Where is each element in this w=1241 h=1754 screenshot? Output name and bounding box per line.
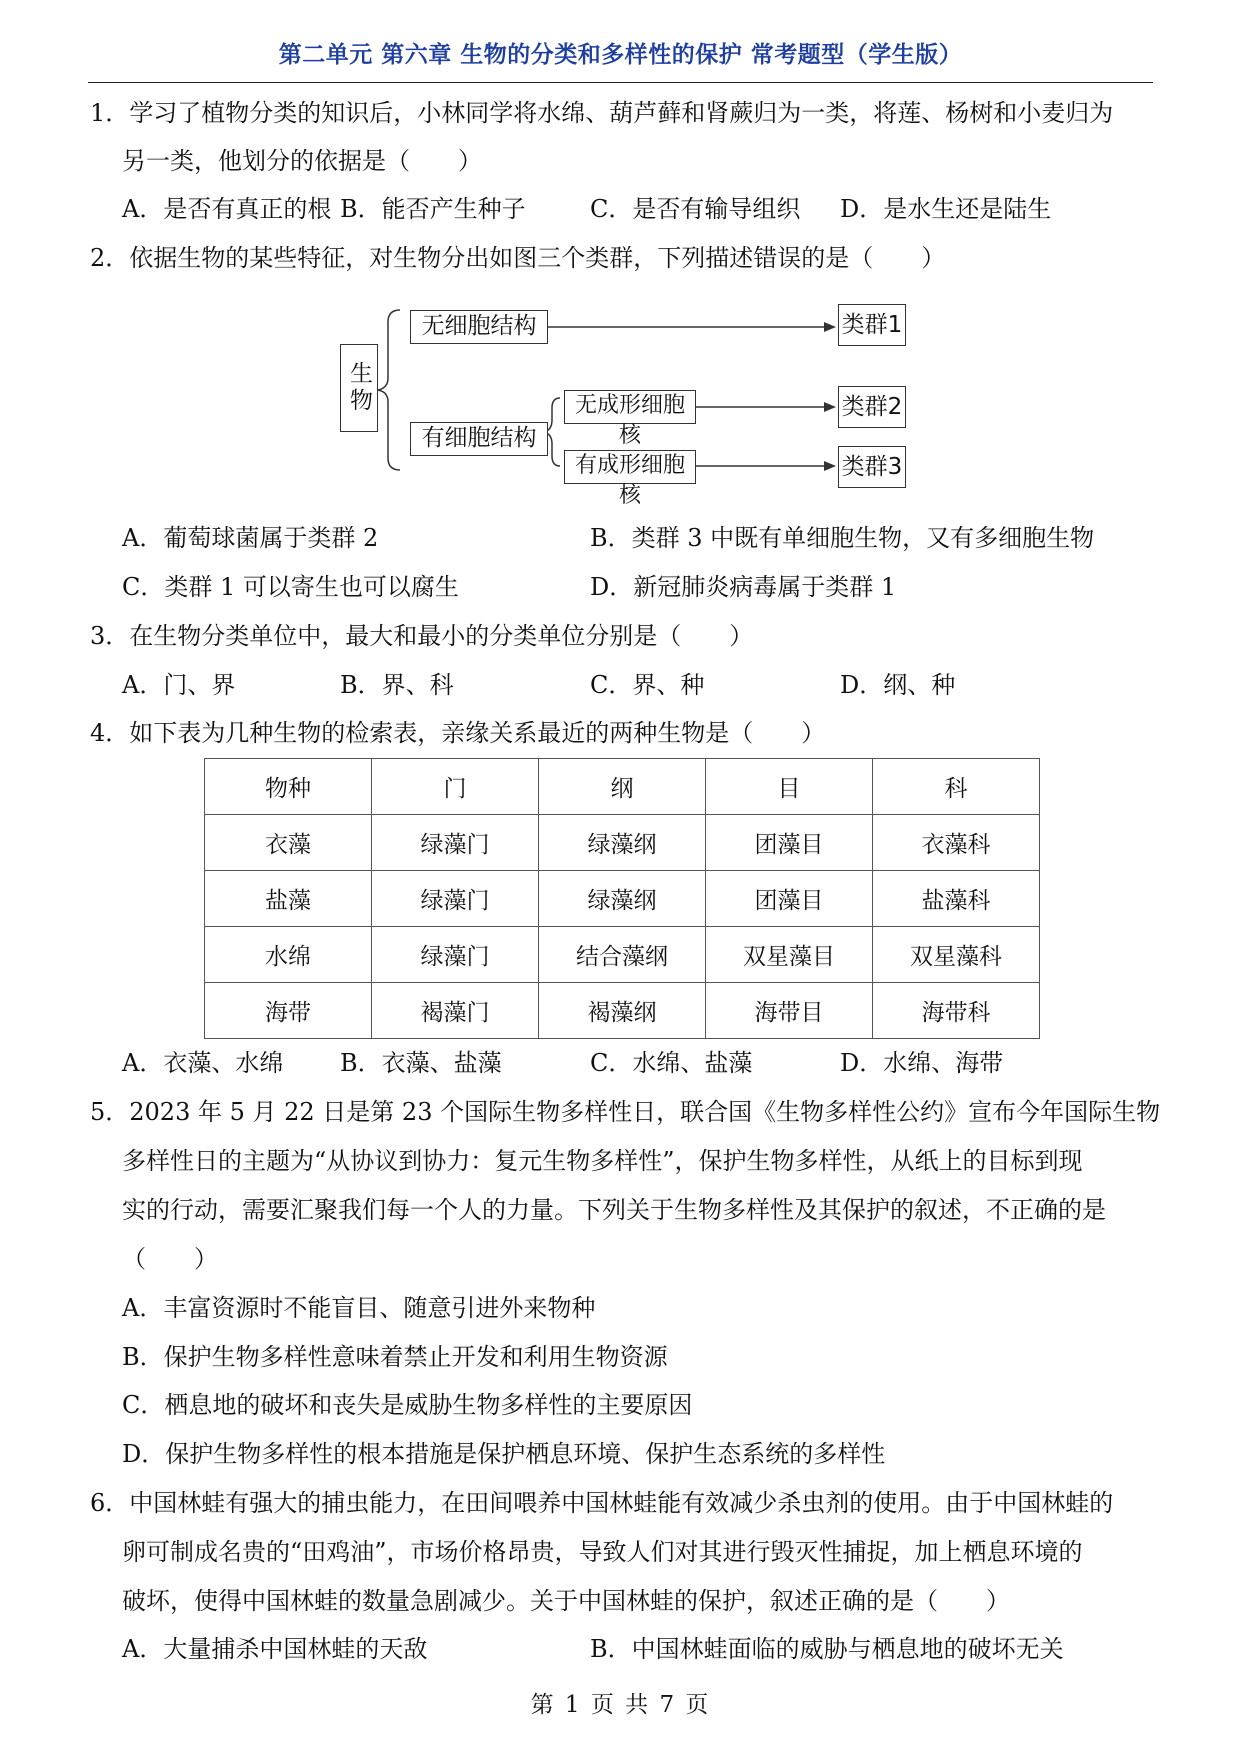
diagram-group-2-box: 类群2 bbox=[838, 386, 906, 428]
question-4-option-a: A．衣藻、水绵 bbox=[122, 1049, 284, 1077]
table-header-cell: 纲 bbox=[539, 759, 706, 815]
table-row bbox=[205, 871, 1040, 927]
question-6-line-3: 破坏，使得中国林蛙的数量急剧减少。关于中国林蛙的保护，叙述正确的是（ ） bbox=[122, 1587, 1010, 1615]
table-cell: 绿藻门 bbox=[372, 871, 539, 927]
table-cell: 团藻目 bbox=[706, 871, 873, 927]
question-1-line-2: 另一类，他划分的依据是（ ） bbox=[122, 147, 482, 175]
diagram-has-cell-box: 有细胞结构 bbox=[410, 422, 548, 456]
question-3-option-b: B．界、科 bbox=[340, 671, 454, 699]
question-6-line-1: 6．中国林蛙有强大的捕虫能力，在田间喂养中国林蛙能有效减少杀虫剂的使用。由于中国林蛙的 bbox=[90, 1489, 1114, 1517]
table-cell: 双星藻目 bbox=[706, 927, 873, 983]
question-6-line-2: 卵可制成名贵的“田鸡油”，市场价格昂贵，导致人们对其进行毁灭性捕捉，加上栖息环境的 bbox=[122, 1538, 1083, 1566]
table-row bbox=[205, 983, 1040, 1039]
table-cell: 海带 bbox=[205, 983, 372, 1039]
table-cell: 衣藻科 bbox=[873, 815, 1040, 871]
question-3-line-1: 3．在生物分类单位中，最大和最小的分类单位分别是（ ） bbox=[90, 622, 754, 650]
question-1-option-c: C．是否有输导组织 bbox=[590, 195, 801, 223]
diagram-no-nucleus-box: 无成形细胞核 bbox=[564, 390, 696, 424]
diagram-group-3-box: 类群3 bbox=[838, 446, 906, 488]
question-4-line-1: 4．如下表为几种生物的检索表，亲缘关系最近的两种生物是（ ） bbox=[90, 719, 826, 747]
table-header-cell: 物种 bbox=[205, 759, 372, 815]
table-cell: 绿藻纲 bbox=[539, 871, 706, 927]
page-header-title: 第二单元 第六章 生物的分类和多样性的保护 常考题型（学生版） bbox=[278, 42, 963, 68]
table-cell: 海带科 bbox=[873, 983, 1040, 1039]
table-header-cell: 科 bbox=[873, 759, 1040, 815]
classification-diagram bbox=[330, 300, 920, 508]
table-cell: 水绵 bbox=[205, 927, 372, 983]
question-5-line-4: （ ） bbox=[122, 1245, 218, 1273]
question-3-option-c: C．界、种 bbox=[590, 671, 705, 699]
table-cell: 海带目 bbox=[706, 983, 873, 1039]
question-5-option-c: C．栖息地的破坏和丧失是威胁生物多样性的主要原因 bbox=[122, 1391, 693, 1419]
question-2-option-c: C．类群 1 可以寄生也可以腐生 bbox=[122, 573, 459, 601]
question-2-option-a: A．葡萄球菌属于类群 2 bbox=[122, 524, 379, 552]
taxonomy-table bbox=[204, 758, 1040, 1039]
question-2-option-b: B．类群 3 中既有单细胞生物，又有多细胞生物 bbox=[590, 524, 1095, 552]
table-header-cell: 门 bbox=[372, 759, 539, 815]
question-4-option-c: C．水绵、盐藻 bbox=[590, 1049, 753, 1077]
question-4-option-d: D．水绵、海带 bbox=[840, 1049, 1004, 1077]
question-5-option-b: B．保护生物多样性意味着禁止开发和利用生物资源 bbox=[122, 1343, 668, 1371]
question-5-line-2: 多样性日的主题为“从协议到协力：复元生物多样性”，保护生物多样性，从纸上的目标到现 bbox=[122, 1147, 1083, 1175]
diagram-no-cell-box: 无细胞结构 bbox=[410, 310, 548, 344]
question-3-option-a: A．门、界 bbox=[122, 671, 236, 699]
table-cell: 褐藻门 bbox=[372, 983, 539, 1039]
table-cell: 褐藻纲 bbox=[539, 983, 706, 1039]
diagram-group-1-box: 类群1 bbox=[838, 304, 906, 346]
table-cell: 盐藻 bbox=[205, 871, 372, 927]
question-5-option-d: D．保护生物多样性的根本措施是保护栖息环境、保护生态系统的多样性 bbox=[122, 1440, 886, 1468]
table-cell: 团藻目 bbox=[706, 815, 873, 871]
question-1-option-a: A．是否有真正的根 bbox=[122, 195, 332, 223]
table-header-cell: 目 bbox=[706, 759, 873, 815]
table-row bbox=[205, 815, 1040, 871]
page-footer: 第 1 页 共 7 页 bbox=[530, 1692, 711, 1718]
diagram-root-box: 生物 bbox=[340, 344, 378, 432]
table-cell: 绿藻门 bbox=[372, 815, 539, 871]
question-4-option-b: B．衣藻、盐藻 bbox=[340, 1049, 502, 1077]
question-6-option-b: B．中国林蛙面临的威胁与栖息地的破坏无关 bbox=[590, 1635, 1064, 1663]
table-cell: 盐藻科 bbox=[873, 871, 1040, 927]
question-1-option-d: D．是水生还是陆生 bbox=[840, 195, 1052, 223]
question-1-option-b: B．能否产生种子 bbox=[340, 195, 526, 223]
table-cell: 结合藻纲 bbox=[539, 927, 706, 983]
question-5-line-1: 5．2023 年 5 月 22 日是第 23 个国际生物多样性日，联合国《生物多样性公约》宣布今年国际生物 bbox=[90, 1098, 1161, 1126]
question-2-line-1: 2．依据生物的某些特征，对生物分出如图三个类群，下列描述错误的是（ ） bbox=[90, 244, 946, 272]
table-cell: 衣藻 bbox=[205, 815, 372, 871]
table-header-row bbox=[205, 759, 1040, 815]
question-2-option-d: D．新冠肺炎病毒属于类群 1 bbox=[590, 573, 897, 601]
question-6-option-a: A．大量捕杀中国林蛙的天敌 bbox=[122, 1635, 428, 1663]
question-5-line-3: 实的行动，需要汇聚我们每一个人的力量。下列关于生物多样性及其保护的叙述，不正确的是 bbox=[122, 1196, 1106, 1224]
question-3-option-d: D．纲、种 bbox=[840, 671, 956, 699]
header-divider bbox=[88, 82, 1153, 83]
table-cell: 双星藻科 bbox=[873, 927, 1040, 983]
question-5-option-a: A．丰富资源时不能盲目、随意引进外来物种 bbox=[122, 1294, 596, 1322]
table-cell: 绿藻门 bbox=[372, 927, 539, 983]
table-row bbox=[205, 927, 1040, 983]
table-cell: 绿藻纲 bbox=[539, 815, 706, 871]
diagram-has-nucleus-box: 有成形细胞核 bbox=[564, 450, 696, 484]
question-1-line-1: 1．学习了植物分类的知识后，小林同学将水绵、葫芦藓和肾蕨归为一类，将莲、杨树和小麦归为 bbox=[90, 99, 1114, 127]
